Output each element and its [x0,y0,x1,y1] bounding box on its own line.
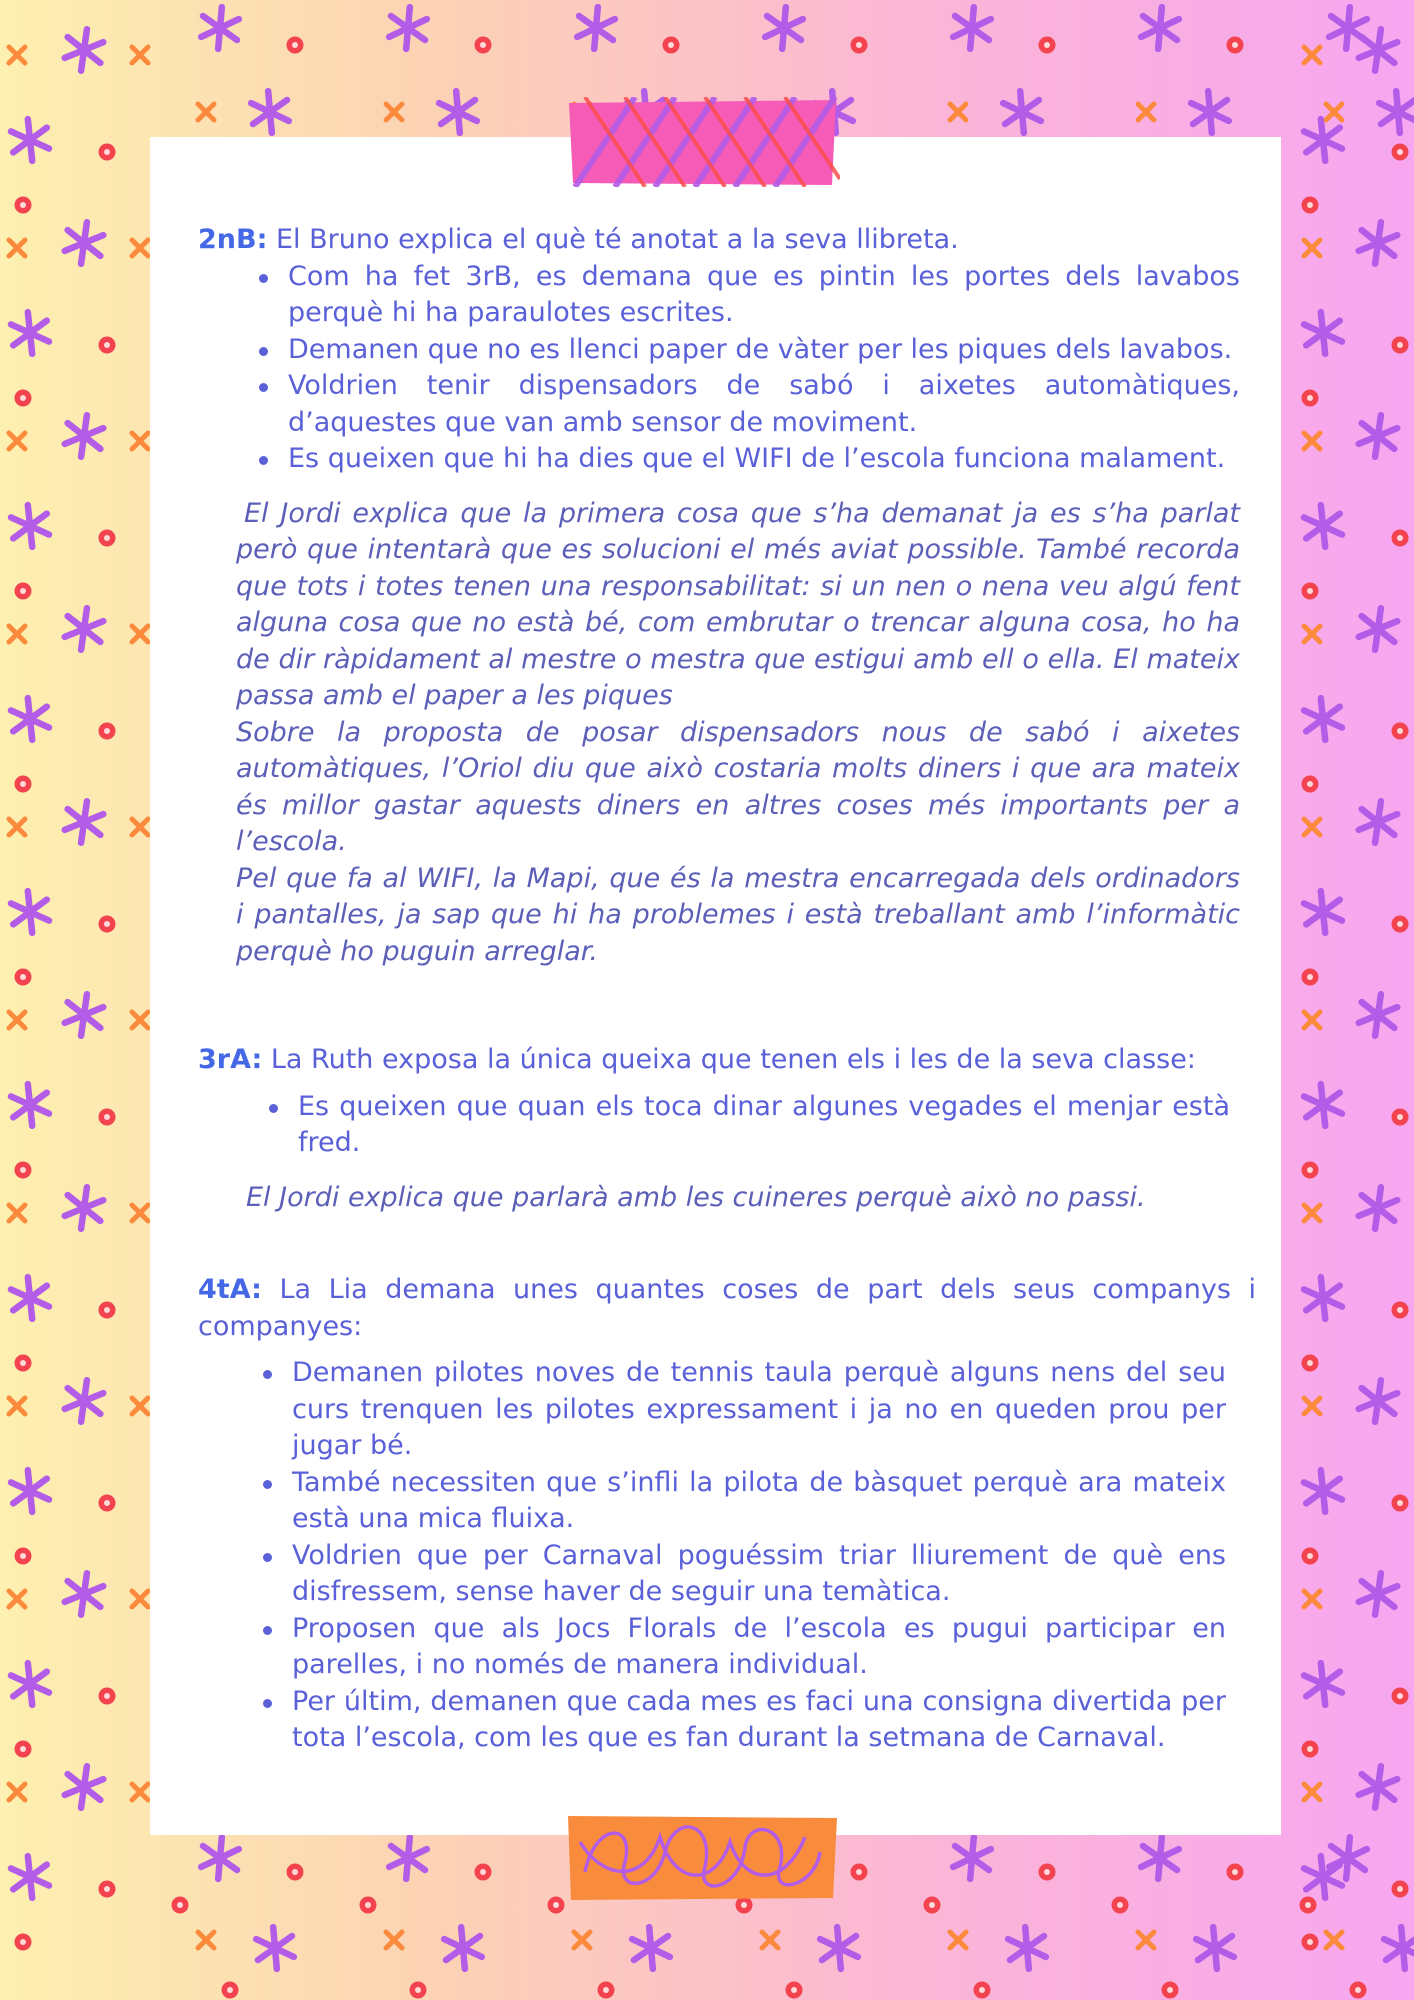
dot-decoration [1392,1495,1409,1512]
star-decoration [1328,6,1368,51]
dot-decoration [99,723,116,740]
star-decoration [1357,606,1398,653]
dot-decoration [1392,1881,1409,1898]
dot-decoration [287,37,304,54]
star-decoration [1357,1185,1398,1232]
star-decoration [10,1854,50,1900]
star-decoration [1303,1661,1343,1707]
star-decoration [63,799,104,846]
section-heading: 3rA: [198,1044,263,1075]
star-decoration [63,27,104,74]
cross-decoration [9,240,25,256]
dot-decoration [1392,723,1409,740]
cross-decoration [386,104,402,120]
dot-decoration [1302,1548,1319,1565]
cross-decoration [9,47,25,63]
star-decoration [63,220,104,267]
star-decoration [764,6,804,51]
star-decoration [1357,1378,1398,1425]
star-decoration [10,1468,50,1514]
star-decoration [10,1082,50,1128]
star-decoration [1190,90,1230,135]
cross-decoration [132,433,148,449]
dot-decoration [99,916,116,933]
dot-decoration [222,1982,239,1999]
cross-decoration [132,47,148,63]
dot-decoration [598,1982,615,1999]
dot-decoration [1302,969,1319,986]
dot-decoration [410,1982,427,1999]
dot-decoration [15,1355,32,1372]
dot-decoration [1300,1897,1317,1914]
dot-decoration [1302,776,1319,793]
cross-decoration [1304,1591,1320,1607]
dot-decoration [99,1302,116,1319]
star-decoration [952,1836,992,1881]
star-decoration [443,1926,483,1971]
section-2nb [198,222,1240,970]
dot-decoration [15,1741,32,1758]
star-decoration [1140,6,1180,51]
cross-decoration [198,104,214,120]
cross-decoration [1138,1932,1154,1948]
dot-decoration [1302,390,1319,407]
star-decoration [1002,90,1042,135]
list-item: També necessiten que s’infli la pilota de bàsquet perquè ara mateix està una mica fluixa. [292,1465,1226,1538]
cross-decoration [9,1398,25,1414]
washi-tape-top [565,97,840,187]
star-decoration [1303,1468,1343,1514]
star-decoration [1378,90,1414,135]
list-item: Voldrien tenir dispensadors de sabó i aixetes automàtiques, d’aquestes que van amb sensor de moviment. [288,368,1240,441]
star-decoration [200,6,240,51]
dot-decoration [924,1897,941,1914]
star-decoration [10,1275,50,1321]
dot-decoration [851,1864,868,1881]
dot-decoration [1392,1109,1409,1126]
dot-decoration [1302,583,1319,600]
star-decoration [1303,1082,1343,1128]
dot-decoration [15,1548,32,1565]
star-decoration [10,503,50,549]
cross-decoration [9,1012,25,1028]
dot-decoration [786,1982,803,1999]
list-item: Demanen que no es llenci paper de vàter per les piques dels lavabos. [288,332,1240,369]
star-decoration [819,1926,859,1971]
dot-decoration [99,1109,116,1126]
cross-decoration [132,1591,148,1607]
cross-decoration [1304,626,1320,642]
cross-decoration [1304,819,1320,835]
dot-decoration [15,1162,32,1179]
cross-decoration [950,104,966,120]
cross-decoration [132,240,148,256]
section-heading: 4tA: [198,1274,262,1305]
dot-decoration [663,37,680,54]
star-decoration [1303,1275,1343,1321]
dot-decoration [548,1897,565,1914]
washi-tape-bottom [565,1812,840,1902]
star-decoration [63,1764,104,1811]
dot-decoration [287,1864,304,1881]
cross-decoration [9,1205,25,1221]
star-decoration [1383,1926,1414,1971]
star-decoration [388,6,428,51]
dot-decoration [1302,197,1319,214]
cross-decoration [132,1205,148,1221]
star-decoration [1357,413,1398,460]
dot-decoration [1302,1934,1319,1951]
star-decoration [1195,1926,1235,1971]
response-paragraph: El Jordi explica que la primera cosa que s’ha demanat ja es s’ha parlat però que intentarà que es solucioni el més aviat possible. També recorda que tots i totes tenen una responsabilitat: si un nen o nena veu algú fent alguna cosa que no està bé, com embrutar o trencar alguna cosa, ho ha de dir ràpidament al mestre o mestra que estigui amb ell o ella. El mateix passa amb el paper a les piques [236,497,1240,711]
section-intro: El Bruno explica el què té anotat a la seva llibreta. [267,224,959,255]
star-decoration [1328,1836,1368,1881]
star-decoration [1357,1764,1398,1811]
section-intro: La Ruth exposa la única queixa que tenen els i les de la seva classe: [262,1044,1196,1075]
star-decoration [1303,117,1343,163]
dot-decoration [1392,916,1409,933]
dot-decoration [15,1934,32,1951]
star-decoration [1357,799,1398,846]
cross-decoration [574,1932,590,1948]
dot-decoration [1039,37,1056,54]
dot-decoration [1302,1355,1319,1372]
dot-decoration [1039,1864,1056,1881]
star-decoration [200,1836,240,1881]
dot-decoration [1392,337,1409,354]
cross-decoration [132,626,148,642]
star-decoration [1140,1836,1180,1881]
cross-decoration [9,433,25,449]
dot-decoration [99,144,116,161]
cross-decoration [9,1591,25,1607]
dot-decoration [1302,1162,1319,1179]
list-item: Proposen que als Jocs Florals de l’escola es pugui participar en parelles, i no només de manera individual. [292,1611,1226,1684]
dot-decoration [15,390,32,407]
cross-decoration [1326,1932,1342,1948]
dot-decoration [475,37,492,54]
response-paragraph: Pel que fa al WIFI, la Mapi, que és la mestra encarregada dels ordinadors i pantalles, ja sap que hi ha problemes i està treballant amb l’informàtic perquè ho puguin arreglar. [236,862,1240,967]
cross-decoration [198,1932,214,1948]
dot-decoration [1392,1302,1409,1319]
star-decoration [63,606,104,653]
dot-decoration [974,1982,991,1999]
dot-decoration [99,337,116,354]
star-decoration [576,6,616,51]
star-decoration [10,889,50,935]
star-decoration [1357,1571,1398,1618]
cross-decoration [132,819,148,835]
teacher-response [236,496,1240,971]
dot-decoration [1392,1688,1409,1705]
cross-decoration [762,1932,778,1948]
dot-decoration [851,37,868,54]
cross-decoration [1304,1012,1320,1028]
star-decoration [10,1661,50,1707]
dot-decoration [1227,1864,1244,1881]
star-decoration [1357,27,1398,74]
star-decoration [388,1836,428,1881]
section-intro: La Lia demana unes quantes coses de part dels seus companys i companyes: [198,1274,1256,1342]
star-decoration [1303,889,1343,935]
star-decoration [10,117,50,163]
star-decoration [63,413,104,460]
section-heading: 2nB: [198,224,268,255]
list-item: Demanen pilotes noves de tennis taula perquè alguns nens del seu curs trenquen les pilotes expressament i ja no en queden prou per jugar bé. [292,1355,1226,1465]
dot-decoration [360,1897,377,1914]
dot-decoration [1392,144,1409,161]
cross-decoration [1326,104,1342,120]
teacher-response [246,1180,1240,1217]
dot-decoration [1392,530,1409,547]
list-item: Voldrien que per Carnaval poguéssim triar lliurement de què ens disfressem, sense haver de seguir una temàtica. [292,1538,1226,1611]
cross-decoration [132,1398,148,1414]
star-decoration [63,1378,104,1425]
cross-decoration [1304,433,1320,449]
list-item: Es queixen que quan els toca dinar algunes vegades el menjar està fred. [298,1089,1230,1162]
star-decoration [255,1926,295,1971]
dot-decoration [15,583,32,600]
dot-decoration [1112,1897,1129,1914]
dot-decoration [172,1897,189,1914]
cross-decoration [132,1012,148,1028]
dot-decoration [99,530,116,547]
star-decoration [1357,220,1398,267]
dot-decoration [99,1495,116,1512]
cross-decoration [950,1932,966,1948]
star-decoration [1357,992,1398,1039]
request-list [298,1089,1230,1162]
dot-decoration [1350,1982,1367,1999]
response-paragraph: El Jordi explica que parlarà amb les cuineres perquè això no passi. [246,1181,1146,1213]
cross-decoration [132,1784,148,1800]
star-decoration [10,310,50,356]
cross-decoration [1304,47,1320,63]
section-3ra [198,1042,1240,1216]
star-decoration [1303,696,1343,742]
cross-decoration [386,1932,402,1948]
dot-decoration [15,969,32,986]
dot-decoration [15,776,32,793]
cross-decoration [1304,1398,1320,1414]
dot-decoration [1162,1982,1179,1999]
dot-decoration [15,197,32,214]
cross-decoration [9,1784,25,1800]
dot-decoration [1227,37,1244,54]
list-item: Es queixen que hi ha dies que el WIFI de l’escola funciona malament. [288,441,1240,478]
star-decoration [1303,310,1343,356]
star-decoration [952,6,992,51]
star-decoration [250,90,290,135]
section-4ta [198,1272,1256,1757]
cross-decoration [9,626,25,642]
star-decoration [63,992,104,1039]
dot-decoration [99,1881,116,1898]
cross-decoration [1304,1784,1320,1800]
star-decoration [63,1571,104,1618]
request-list [292,1355,1226,1757]
request-list [288,259,1240,478]
cross-decoration [1138,104,1154,120]
dot-decoration [1302,1741,1319,1758]
cross-decoration [1304,1205,1320,1221]
star-decoration [438,90,478,135]
star-decoration [1007,1926,1047,1971]
cross-decoration [1304,240,1320,256]
dot-decoration [99,1688,116,1705]
cross-decoration [9,819,25,835]
star-decoration [10,696,50,742]
list-item: Per últim, demanen que cada mes es faci una consigna divertida per tota l’escola, com les que es fan durant la setmana de Carnaval. [292,1684,1226,1757]
star-decoration [63,1185,104,1232]
list-item: Com ha fet 3rB, es demana que es pintin les portes dels lavabos perquè hi ha paraulotes escrites. [288,259,1240,332]
star-decoration [631,1926,671,1971]
minutes-content [198,222,1256,1757]
response-paragraph: Sobre la proposta de posar dispensadors nous de sabó i aixetes automàtiques, l’Oriol diu que això costaria molts diners i que ara mateix és millor gastar aquests diners en altres coses més importants per a l’escola. [236,716,1240,857]
star-decoration [1303,503,1343,549]
dot-decoration [475,1864,492,1881]
